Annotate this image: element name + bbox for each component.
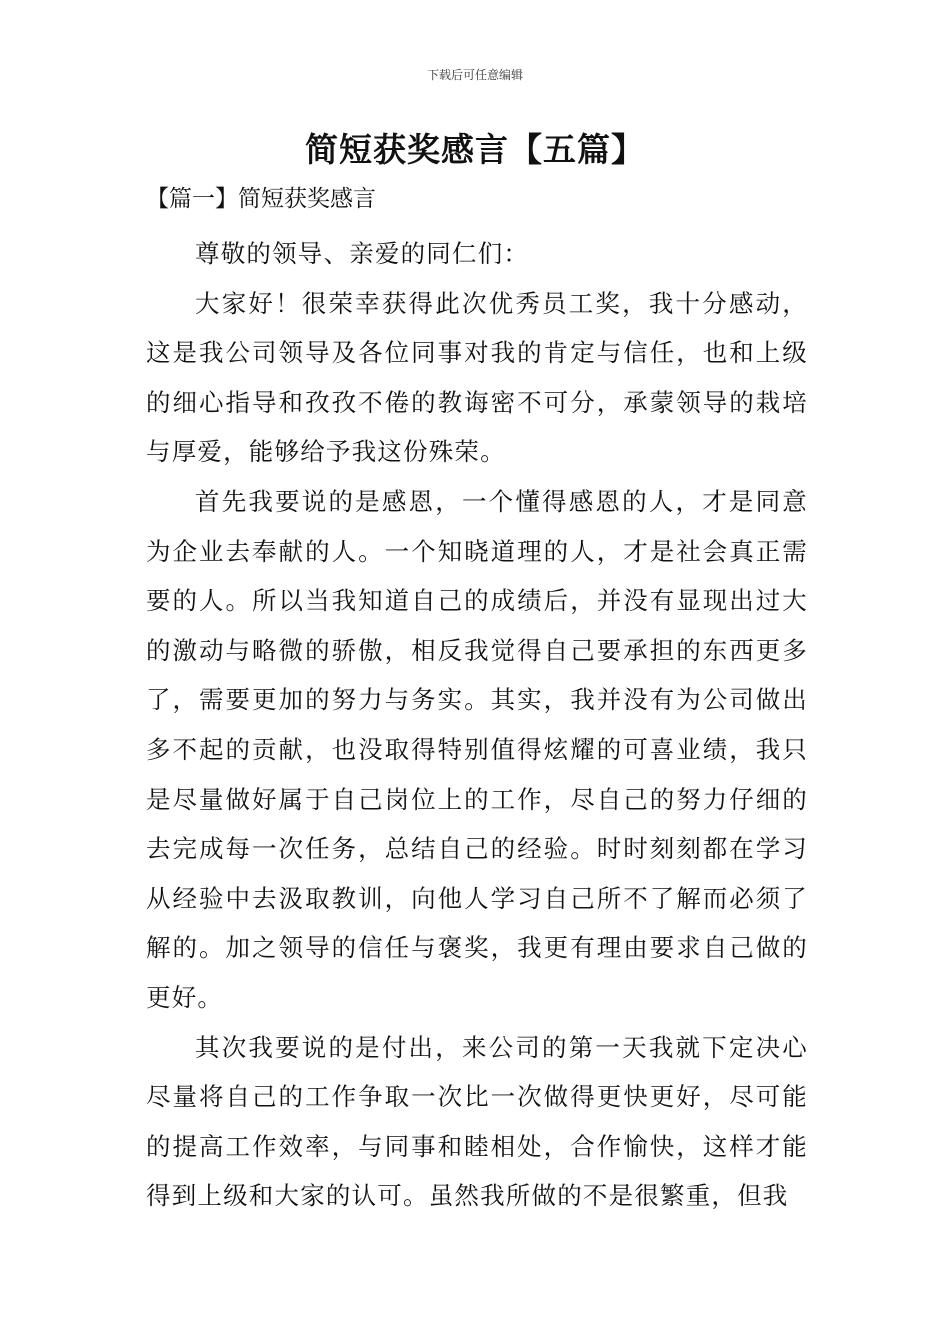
paragraph: 首先我要说的是感恩，一个懂得感恩的人，才是同意为企业去奉献的人。一个知晓道理的人，才是社会真正需要的人。所以当我知道自己的成绩后，并没有显现出过大的激动与略微的骄傲，相反我觉得自己要承担的东西更多了，需要更加的努力与务实。其实，我并没有为公司做出多不起的贡献，也没取得特别值得炫耀的可喜业绩，我只是尽量做好属于自己岗位上的工作，尽自己的努力仔细的去完成每一次任务，总结自己的经验。时时刻刻都在学习从经验中去汲取教训，向他人学习自己所不了解而必须了解的。加之领导的信任与褒奖，我更有理由要求自己做的更好。 [146,486,808,1012]
document-body [146,229,808,1221]
paragraph: 其次我要说的是付出，来公司的第一天我就下定决心尽量将自己的工作争取一次比一次做得更快更好，尽可能的提高工作效率，与同事和睦相处，合作愉快，这样才能得到上级和大家的认可。虽然我所做的不是很繁重，但我 [146,1032,808,1211]
paragraph: 大家好！很荣幸获得此次优秀员工奖，我十分感动，这是我公司领导及各位同事对我的肯定与信任，也和上级的细心指导和孜孜不倦的教诲密不可分，承蒙领导的栽培与厚爱，能够给予我这份殊荣。 [146,288,808,467]
section-heading: 【篇一】简短获奖感言 [146,186,376,212]
page-title: 简短获奖感言【五篇】 [305,130,645,169]
header-note: 下载后可任意编辑 [426,68,523,82]
paragraph-salutation: 尊敬的领导、亲爱的同仁们： [195,239,530,268]
